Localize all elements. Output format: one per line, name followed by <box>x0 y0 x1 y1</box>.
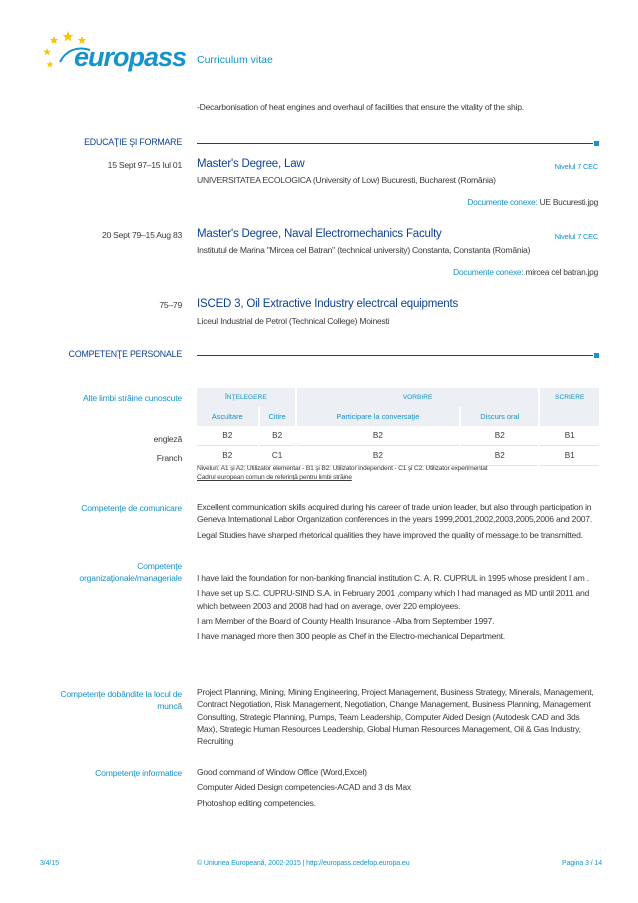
europass-logo <box>38 28 188 78</box>
education-level: Nivelul 7 CEC <box>554 232 598 241</box>
languages-table <box>197 388 601 466</box>
paragraph: Legal Studies have sharped rhetorical qualities they have improved the quality of message.to be transmitted. <box>197 529 583 540</box>
job-related-label <box>60 688 182 712</box>
education-level: Nivelul 7 CEC <box>554 162 598 171</box>
communication-label: Competenţe de comunicare <box>81 503 182 513</box>
paragraph: I have laid the foundation for non-banking financial institution C. A. R. CUPRUL in 1995 whose president I am . <box>197 573 589 583</box>
education-dates: 15 Sept 97–15 Iul 01 <box>107 160 182 170</box>
education-institution: Institutul de Marina "Mircea cel Batran" (technical university) Constanta, Constanta (România) <box>197 245 531 255</box>
header-speaking: VORBIRE <box>296 388 540 407</box>
job-related-text <box>197 686 597 750</box>
communication-text <box>197 501 597 544</box>
table-cell: B2 <box>460 426 539 446</box>
language-levels-legend: Niveluri: A1 şi A2: Utilizator elementar - B1 şi B2: Utilizator independent - C1 şi C2: Utilizator experimentat <box>197 465 488 472</box>
table-cell: B2 <box>296 426 460 446</box>
subheader-interaction: Participare la conversaţie <box>296 407 460 426</box>
docs-label: Documente conexe: <box>453 267 524 277</box>
header-writing: SCRIERE <box>539 388 600 407</box>
paragraph: Good command of Window Office (Word,Excel) <box>197 767 367 777</box>
section-competences-heading: COMPETENŢE PERSONALE <box>68 349 182 359</box>
education-institution: UNIVERSITATEA ECOLOGICA (University of Low) Bucuresti, Bucharest (România) <box>197 175 496 185</box>
education-dates: 75–79 <box>159 300 182 310</box>
section-divider <box>197 143 593 144</box>
table-row <box>197 446 600 466</box>
footer-page-number: Pagina 3 / 14 <box>562 860 602 867</box>
language-name: engleză <box>153 434 182 444</box>
section-marker <box>594 141 599 146</box>
education-docs <box>467 197 598 207</box>
paragraph: Project Planning, Mining, Mining Engineering, Project Management, Business Strategy, Minerals, Management, Contract Negotiation, Risk Management, Negotiation, Change Management, Business Planning, Management Consulting, Strategic Planning, Pumps, Team Leadership, Computer Aided Design (Autodesk CAD and 3ds Max), Strategic Human Resources Leadership, Global Human Resources Management, Oil & Gas Industry, Recruiting <box>197 687 594 747</box>
organisational-text <box>197 572 597 645</box>
education-docs <box>453 267 598 277</box>
education-title: Master's Degree, Law <box>197 158 305 170</box>
education-institution: Liceul Industrial de Petrol (Technical College) Moinesti <box>197 316 390 326</box>
paragraph: Computer Aided Design competencies-ACAD and 3 ds Max <box>197 782 411 793</box>
label-line: Competenţe dobândite la locul de <box>60 689 182 699</box>
education-dates: 20 Sept 79–15 Aug 83 <box>101 230 182 240</box>
paragraph: I am Member of the Board of County Health Insurance -Alba from September 1997. <box>197 615 495 626</box>
header-understanding: ÎNŢELEGERE <box>197 388 296 407</box>
computer-label: Competenţe informatice <box>95 768 182 778</box>
docs-label: Documente conexe: <box>467 197 538 207</box>
subheader-reading: Citire <box>259 407 296 426</box>
docs-file-link[interactable]: mircea cel batran.jpg <box>523 267 598 277</box>
logo-text: europass <box>74 42 187 72</box>
organisational-label <box>79 560 182 584</box>
table-cell: B1 <box>539 446 600 466</box>
table-cell: B2 <box>259 426 296 446</box>
table-cell: B2 <box>296 446 460 466</box>
cefr-link[interactable]: Cadrul european comun de referinţă pentru limbi străine <box>197 474 352 481</box>
docs-file-link[interactable]: UE Bucuresti.jpg <box>537 197 598 207</box>
section-divider <box>197 355 593 356</box>
footer-date: 3/4/15 <box>40 860 59 867</box>
languages-label: Alte limbi străine cunoscute <box>82 393 182 403</box>
paragraph: I have set up S.C. CUPRU-SIND S.A. in February 2001 ,company which I had managed as MD until 2011 and which between 2003 and 2008 had had on average, over 220 employees. <box>197 588 590 611</box>
table-cell: B1 <box>539 426 600 446</box>
label-line: muncă <box>157 701 182 711</box>
computer-text <box>197 766 597 812</box>
section-marker <box>594 353 599 358</box>
table-row <box>197 426 600 446</box>
doc-title: Curriculum vitae <box>197 54 273 66</box>
education-title: Master's Degree, Naval Electromechanics Faculty <box>197 228 442 240</box>
language-name: Franch <box>156 453 182 463</box>
paragraph: I have managed more then 300 people as Chef in the Electro-mechanical Department. <box>197 631 505 642</box>
label-line: Competenţe <box>137 561 182 571</box>
label-line: organizaţionale/manageriale <box>79 573 182 583</box>
education-title: ISCED 3, Oil Extractive Industry electrcal equipments <box>197 298 459 310</box>
paragraph: Photoshop editing competencies. <box>197 797 316 808</box>
table-cell: B2 <box>197 426 259 446</box>
footer-copyright[interactable]: © Uniunea Europeană, 2002-2015 | http://europass.cedefop.europa.eu <box>197 860 410 867</box>
subheader-production: Discurs oral <box>460 407 539 426</box>
table-cell: C1 <box>259 446 296 466</box>
table-cell: B2 <box>197 446 259 466</box>
subheader-listening: Ascultare <box>197 407 259 426</box>
intro-text: -Decarbonisation of heat engines and overhaul of facilities that ensure the vitality of the ship. <box>197 102 524 112</box>
section-education-heading: EDUCAŢIE ŞI FORMARE <box>84 137 182 147</box>
paragraph: Excellent communication skills acquired during his career of trade union leader, but also through participation in Geneva International Labor Organization conferences in the years 1999,2001,2002,2003,2005,2006 and 2007. <box>197 502 592 525</box>
table-cell: B2 <box>460 446 539 466</box>
